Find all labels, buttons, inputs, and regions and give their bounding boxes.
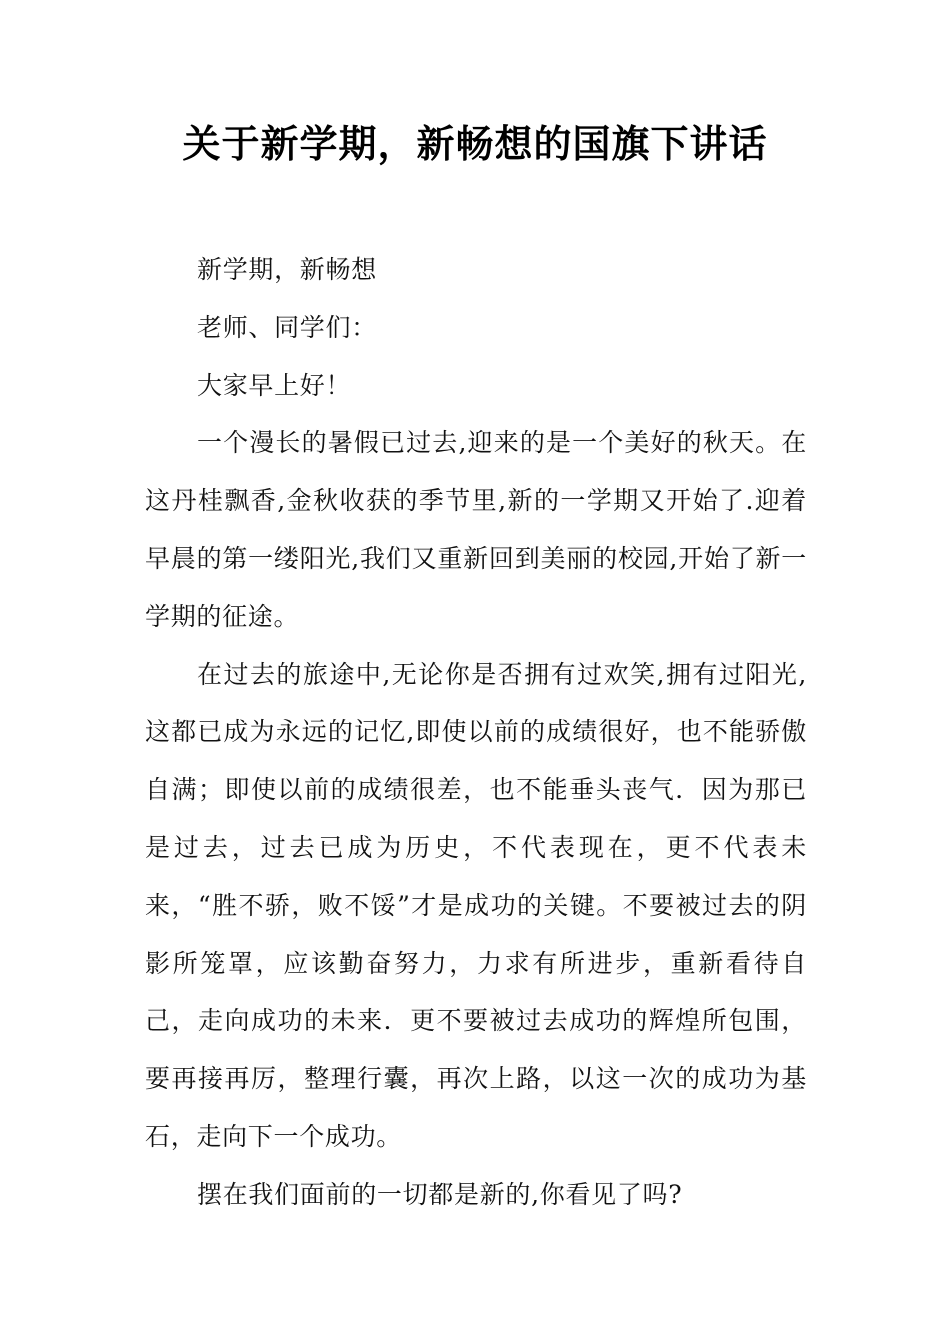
paragraph-new: 摆在我们面前的一切都是新的,你看见了吗? — [197, 1179, 683, 1209]
paragraph-intro: 一个漫长的暑假已过去,迎来的是一个美好的秋天。在这丹桂飘香,金秋收获的季节里,新的一学期又开始了.迎着早晨的第一缕阳光,我们又重新回到美丽的校园,开始了新一学期的征途。 — [145, 428, 807, 631]
document-body — [145, 241, 807, 1224]
page-title: 关于新学期，新畅想的国旗下讲话 — [182, 121, 768, 166]
paragraph-salutation: 老师、同学们： — [197, 312, 377, 342]
paragraph-greeting: 大家早上好！ — [197, 370, 352, 400]
paragraph-subtitle: 新学期，新畅想 — [197, 255, 377, 284]
paragraph-past: 在过去的旅途中,无论你是否拥有过欢笑,拥有过阳光,这都已成为永远的记忆,即使以前的成绩很好，也不能骄傲自满；即使以前的成绩很差，也不能垂头丧气．因为那已是过去，过去已成为历史，不代表现在，更不代表未来，“胜不骄，败不馁”才是成功的关键。不要被过去的阴影所笼罩，应该勤奋努力，力求有所进步，重新看待自己，走向成功的未来．更不要被过去成功的辉煌所包围，要再接再厉，整理行囊，再次上路，以这一次的成功为基石，走向下一个成功。 — [145, 659, 807, 1151]
